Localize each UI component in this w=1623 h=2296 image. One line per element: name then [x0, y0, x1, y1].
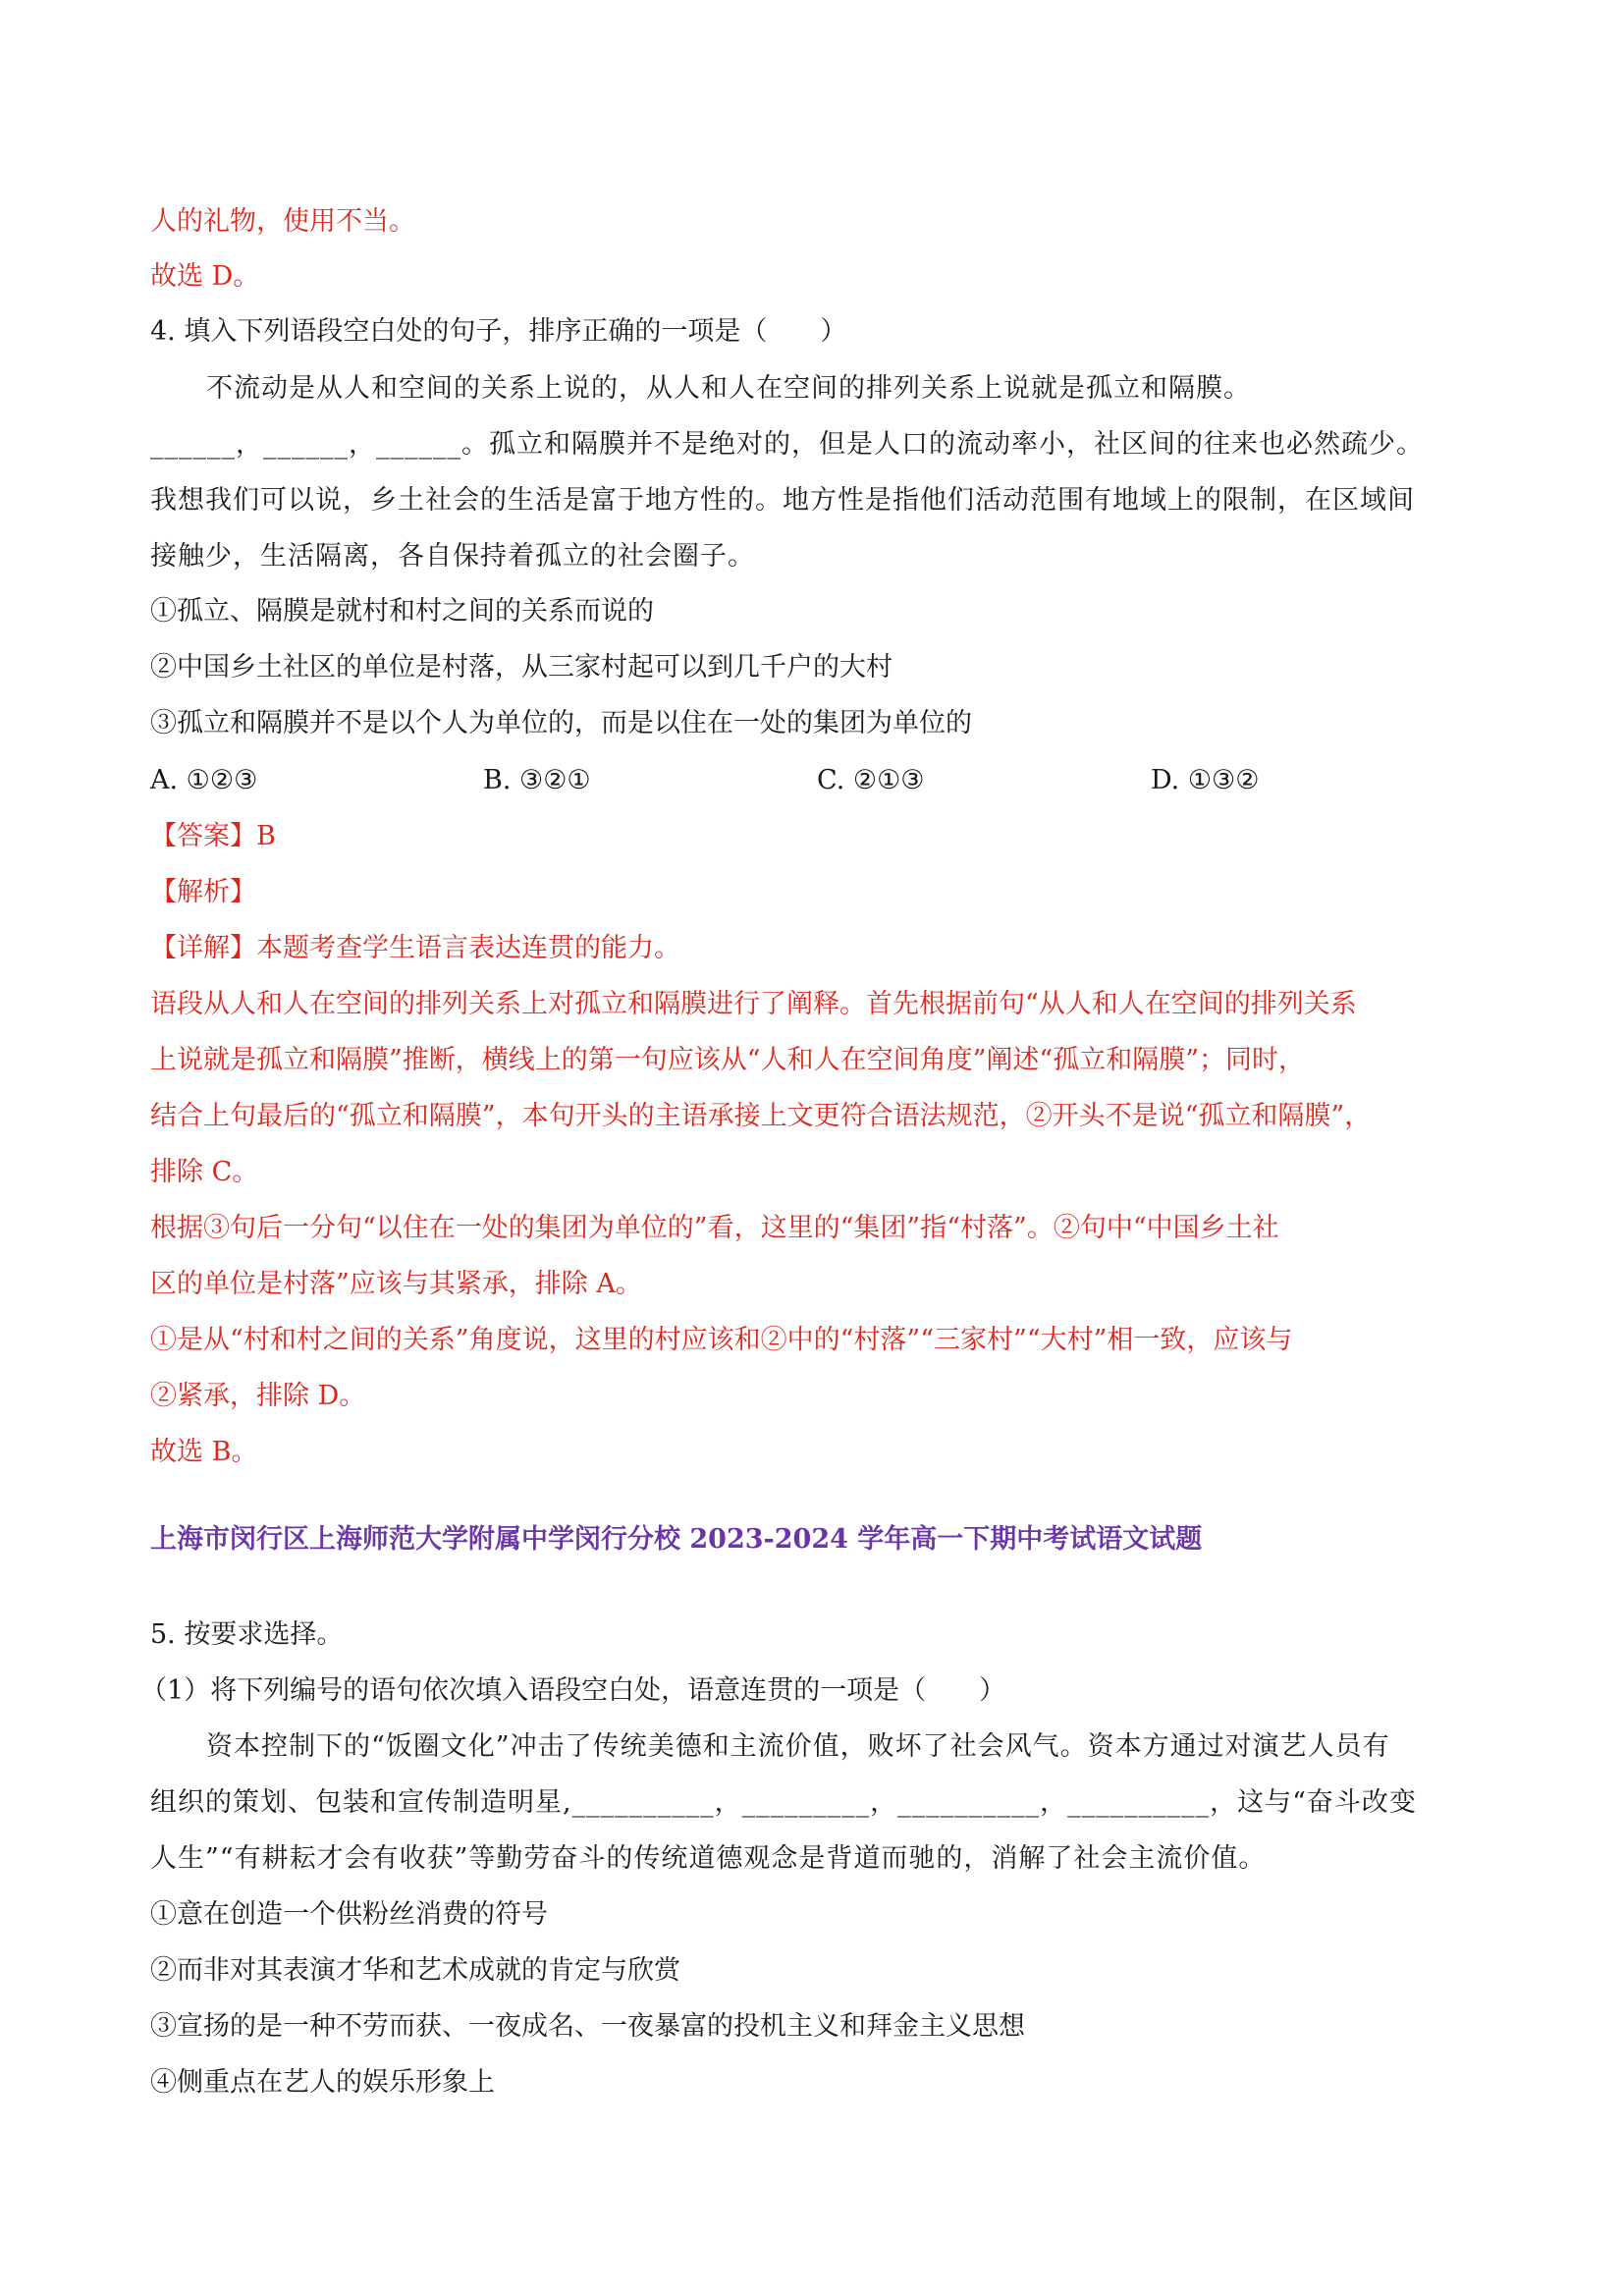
q4-option-d: D. ①③② — [1151, 765, 1260, 795]
q5-passage-line: 人生”“有耕耘才会有收获”等勤劳奋斗的传统道德观念是背道而驰的，消解了社会主流价值。 — [150, 1843, 1267, 1874]
q4-passage-line: ______，______，______。孤立和隔膜并不是绝对的，但是人口的流动率小，社区间的往来也必然疏少。 — [150, 429, 1424, 460]
q4-explanation-line: ②紧承，排除 D。 — [150, 1381, 366, 1411]
q5-item: ①意在创造一个供粉丝消费的符号 — [150, 1899, 548, 1930]
q4-option-a: A. ①②③ — [150, 765, 258, 795]
q4-passage-line: 我想我们可以说，乡土社会的生活是富于地方性的。地方性是指他们活动范围有地域上的限制，在区域间 — [150, 485, 1415, 516]
q4-stem: 4. 填入下列语段空白处的句子，排序正确的一项是（ ） — [150, 316, 847, 347]
q4-passage-line: 接触少，生活隔离，各自保持着孤立的社会圈子。 — [150, 541, 755, 572]
prev-explanation-line: 人的礼物，使用不当。 — [150, 206, 415, 237]
q5-stem: 5. 按要求选择。 — [150, 1619, 344, 1650]
q4-analysis-label: 【解析】 — [150, 877, 256, 907]
q4-explanation-line: 根据③句后一分句“以住在一处的集团为单位的”看，这里的“集团”指“村落”。②句中“中国乡土社 — [150, 1213, 1279, 1243]
q4-passage-line: 不流动是从人和空间的关系上说的，从人和人在空间的排列关系上说就是孤立和隔膜。 — [206, 373, 1251, 404]
answer-value: B — [256, 821, 276, 851]
source-heading: 上海市闵行区上海师范大学附属中学闵行分校 2023-2024 学年高一下期中考试语文试题 — [150, 1524, 1203, 1555]
answer-label: 【答案】 — [150, 821, 256, 851]
q4-option-c: C. ②①③ — [817, 765, 925, 795]
detail-intro: 本题考查学生语言表达连贯的能力。 — [256, 933, 680, 963]
q4-explanation-line: 区的单位是村落”应该与其紧承，排除 A。 — [150, 1269, 642, 1299]
q4-explanation-line: 上说就是孤立和隔膜”推断，横线上的第一句应该从“人和人在空间角度”阐述“孤立和隔膜”；同时， — [150, 1045, 1306, 1075]
q5-item: ④侧重点在艺人的娱乐形象上 — [150, 2067, 495, 2098]
q4-explanation-line: 排除 C。 — [150, 1157, 259, 1187]
q5-item: ②而非对其表演才华和艺术成就的肯定与欣赏 — [150, 1955, 680, 1986]
q4-item: ②中国乡土社区的单位是村落，从三家村起可以到几千户的大村 — [150, 652, 893, 683]
q5-passage-line: 组织的策划、包装和宣传制造明星,__________，_________，__________，__________，这与“奋斗改变 — [150, 1787, 1417, 1818]
detail-label: 【详解】 — [150, 933, 256, 963]
q4-explanation-line: ①是从“村和村之间的关系”角度说，这里的村应该和②中的“村落”“三家村”“大村”相一致，应该与 — [150, 1325, 1293, 1355]
q4-explanation-line: 语段从人和人在空间的排列关系上对孤立和隔膜进行了阐释。首先根据前句“从人和人在空间的排列关系 — [150, 989, 1357, 1019]
q4-conclusion: 故选 B。 — [150, 1437, 258, 1467]
q5-sub-question: （1）将下列编号的语句依次填入语段空白处，语意连贯的一项是（ ） — [140, 1675, 1006, 1706]
q5-passage-line: 资本控制下的“饭圈文化”冲击了传统美德和主流价值，败坏了社会风气。资本方通过对演艺人员有 — [206, 1731, 1390, 1762]
q5-item: ③宣扬的是一种不劳而获、一夜成名、一夜暴富的投机主义和拜金主义思想 — [150, 2011, 1025, 2042]
q4-detail — [150, 931, 1495, 966]
prev-conclusion: 故选 D。 — [150, 261, 260, 292]
q4-explanation-line: 结合上句最后的“孤立和隔膜”，本句开头的主语承接上文更符合语法规范，②开头不是说“孤立和隔膜”， — [150, 1101, 1372, 1131]
q4-item: ③孤立和隔膜并不是以个人为单位的，而是以住在一处的集团为单位的 — [150, 708, 972, 738]
q4-option-b: B. ③②① — [483, 765, 591, 795]
q4-answer — [150, 819, 1495, 854]
q4-item: ①孤立、隔膜是就村和村之间的关系而说的 — [150, 596, 654, 627]
